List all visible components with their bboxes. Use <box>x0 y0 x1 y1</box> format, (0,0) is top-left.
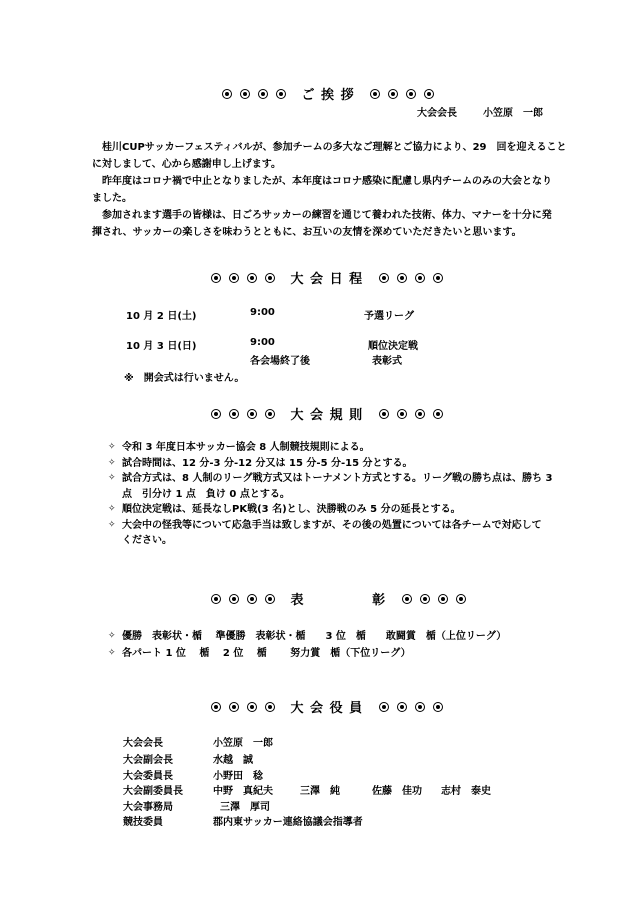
signature-name: 小笠原 一郎 <box>483 108 543 119</box>
rule-item: ✧ 大会中の怪我等について応急手当は致しますが、その後の処置については各チームで対応して ください。 <box>108 519 552 546</box>
soccer-ball-icon <box>397 702 407 712</box>
soccer-ball-icon <box>265 409 275 419</box>
soccer-ball-icon <box>211 594 221 604</box>
soccer-ball-icon <box>456 594 466 604</box>
rule-item: ✧ 試合方式は、8 人制のリーグ戦方式又はトーナメント方式とする。リーグ戦の勝ち点は、勝ち 3 点 引分け 1 点 負け 0 点とする。 <box>108 473 553 500</box>
greeting-paragraph-1-line-1: 桂川CUPサッカーフェスティバルが、参加チームの多大なご理解とご協力により、29 回を迎えること <box>102 142 567 153</box>
diamond-bullet-icon: ✧ <box>108 504 116 514</box>
soccer-ball-icon <box>433 409 443 419</box>
greeting-heading <box>218 84 438 103</box>
official-name: 志村 泰史 <box>441 786 491 797</box>
soccer-ball-icon <box>229 594 239 604</box>
greeting-paragraph-1-line-2: に対しまして、心から感謝申し上げます。 <box>92 159 281 170</box>
officials-heading <box>207 697 447 716</box>
soccer-ball-icon <box>229 273 239 283</box>
schedule-time: 各会場終了後 <box>250 356 310 367</box>
soccer-ball-icon <box>406 89 416 99</box>
officials-title: 大 会 役 員 <box>290 701 364 716</box>
signature-role: 大会会長 <box>417 108 457 119</box>
soccer-ball-icon <box>276 89 286 99</box>
soccer-ball-icon <box>415 273 425 283</box>
diamond-bullet-icon: ✧ <box>108 648 116 658</box>
greeting-paragraph-2-line-2: ました。 <box>92 193 132 204</box>
soccer-ball-icon <box>379 409 389 419</box>
rule-item: ✧ 順位決定戦は、延長なしPK戦(3 名)とし、決勝戦のみ 5 分の延長とする。 <box>108 502 558 518</box>
soccer-ball-icon <box>388 89 398 99</box>
soccer-ball-icon <box>438 594 448 604</box>
diamond-bullet-icon: ✧ <box>108 631 116 641</box>
diamond-bullet-icon: ✧ <box>108 473 116 483</box>
official-name: 小野田 稔 <box>213 771 263 782</box>
schedule-date: 10 月 2 日(土) <box>126 311 197 322</box>
soccer-ball-icon <box>247 594 257 604</box>
soccer-ball-icon <box>433 702 443 712</box>
awards-title-right: 彰 <box>372 593 387 608</box>
greeting-paragraph-3-line-1: 参加されます選手の皆様は、日ごろサッカーの練習を通じて養われた技術、体力、マナーを十分に発 <box>102 210 552 221</box>
soccer-ball-icon <box>211 273 221 283</box>
soccer-ball-icon <box>258 89 268 99</box>
award-item: ✧ 各パート 1 位 楯 2 位 楯 努力賞 楯（下位リーグ） <box>108 645 578 662</box>
awards-title-left: 表 <box>290 593 305 608</box>
schedule-title: 大 会 日 程 <box>290 272 364 287</box>
official-role: 大会委員長 <box>123 771 173 782</box>
official-name: 中野 真紀夫 <box>213 786 273 797</box>
rule-item: ✧ 令和 3 年度日本サッカー協会 8 人制競技規則による。 <box>108 440 558 456</box>
soccer-ball-icon <box>415 702 425 712</box>
official-name: 三澤 純 <box>300 786 340 797</box>
rule-item: ✧ 試合時間は、12 分-3 分-12 分又は 15 分-5 分-15 分とする。 <box>108 456 558 472</box>
soccer-ball-icon <box>265 702 275 712</box>
official-name: 水越 誠 <box>213 755 253 766</box>
official-name: 三澤 厚司 <box>220 802 270 813</box>
soccer-ball-icon <box>265 273 275 283</box>
soccer-ball-icon <box>424 89 434 99</box>
diamond-bullet-icon: ✧ <box>108 519 116 530</box>
soccer-ball-icon <box>402 594 412 604</box>
official-role: 大会副委員長 <box>123 786 183 797</box>
schedule-note: ※ 開会式は行いません。 <box>124 373 245 384</box>
official-name: 郡内東サッカー連絡協議会指導者 <box>213 817 363 828</box>
soccer-ball-icon <box>240 89 250 99</box>
soccer-ball-icon <box>222 89 232 99</box>
schedule-heading <box>207 268 447 287</box>
schedule-date: 10 月 3 日(日) <box>126 341 197 352</box>
diamond-bullet-icon: ✧ <box>108 442 116 452</box>
schedule-time: 9:00 <box>250 307 275 318</box>
award-item: ✧ 優勝 表彰状・楯 準優勝 表彰状・楯 3 位 楯 敢闘賞 楯（上位リーグ） <box>108 628 578 645</box>
soccer-ball-icon <box>379 273 389 283</box>
soccer-ball-icon <box>420 594 430 604</box>
soccer-ball-icon <box>247 702 257 712</box>
soccer-ball-icon <box>397 409 407 419</box>
soccer-ball-icon <box>211 702 221 712</box>
soccer-ball-icon <box>247 273 257 283</box>
greeting-title: ご 挨 拶 <box>301 88 355 103</box>
soccer-ball-icon <box>379 702 389 712</box>
rules-heading <box>207 404 447 423</box>
schedule-event: 表彰式 <box>372 356 402 367</box>
soccer-ball-icon <box>265 594 275 604</box>
soccer-ball-icon <box>229 702 239 712</box>
official-name: 小笠原 一郎 <box>213 738 273 749</box>
soccer-ball-icon <box>229 409 239 419</box>
soccer-ball-icon <box>415 409 425 419</box>
greeting-paragraph-3-line-2: 揮され、サッカーの楽しさを味わうとともに、お互いの友情を深めていただきたいと思います。 <box>92 227 522 238</box>
official-role: 大会副会長 <box>123 755 173 766</box>
rules-title: 大 会 規 則 <box>290 408 364 423</box>
schedule-event: 順位決定戦 <box>368 341 418 352</box>
awards-heading <box>207 589 470 608</box>
official-name: 佐藤 佳功 <box>372 786 422 797</box>
official-role: 大会事務局 <box>123 802 173 813</box>
awards-list <box>108 628 578 662</box>
schedule-time: 9:00 <box>250 337 275 348</box>
soccer-ball-icon <box>433 273 443 283</box>
schedule-event: 予選リーグ <box>364 311 414 322</box>
soccer-ball-icon <box>397 273 407 283</box>
official-role: 大会会長 <box>123 738 163 749</box>
greeting-paragraph-2-line-1: 昨年度はコロナ禍で中止となりましたが、本年度はコロナ感染に配慮し県内チームのみの大会となり <box>102 176 552 187</box>
rules-list <box>108 440 558 549</box>
soccer-ball-icon <box>247 409 257 419</box>
official-role: 競技委員 <box>123 817 163 828</box>
soccer-ball-icon <box>211 409 221 419</box>
diamond-bullet-icon: ✧ <box>108 457 116 468</box>
soccer-ball-icon <box>370 89 380 99</box>
